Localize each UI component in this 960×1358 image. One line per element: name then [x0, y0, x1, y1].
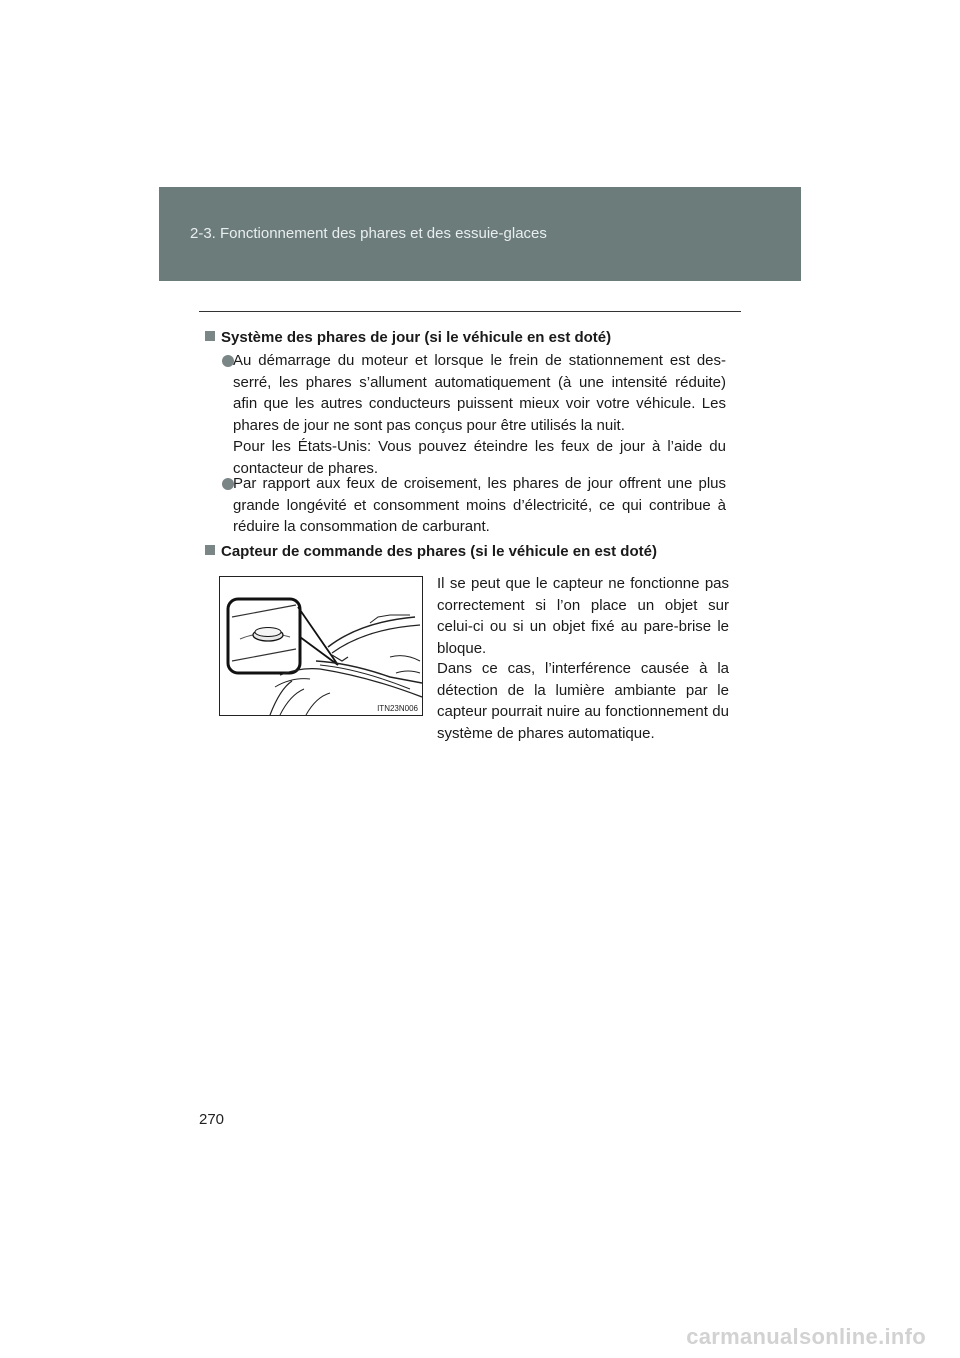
figure-code: ITN23N006 [377, 704, 418, 713]
section-heading-text: Système des phares de jour (si le véhicule en est doté) [221, 329, 612, 346]
bullet-text: Au démarrage du moteur et lorsque le frein de stationnement est des-serré, les phares s’allument automatiquement (à une intensité réduite) afin que les autres conducteurs puissent mieux voir votre véhicule. Les phares de jour ne sont pas conçus pour être utilisés la nuit. [233, 352, 726, 434]
section-heading-sensor [205, 543, 657, 560]
header-rule [199, 311, 741, 312]
bullet-paragraph [233, 473, 726, 538]
sensor-paragraph-1: Il se peut que le capteur ne fonctionne pas correctement si l’on place un objet sur celui-ci ou si un objet fixé au pare-brise le bloque. [437, 575, 729, 657]
windshield-sensor-drawing [220, 577, 422, 715]
us-note-text: Pour les États-Unis: Vous pouvez éteindre les feux de jour à l’aide du contacteur de phares. [233, 438, 726, 477]
chapter-header-band [159, 187, 801, 281]
bullet-paragraph [233, 350, 726, 479]
square-bullet-icon [205, 545, 215, 555]
bullet-text: Par rapport aux feux de croisement, les phares de jour offrent une plus grande longévité et consomment moins d’électricité, ce qui contribue à réduire la consommation de carburant. [233, 475, 726, 535]
watermark-text: carmanualsonline.info [686, 1324, 926, 1349]
square-bullet-icon [205, 331, 215, 341]
chapter-section-title: 2-3. Fonctionnement des phares et des essuie-glaces [190, 225, 547, 242]
sensor-paragraph-2: Dans ce cas, l’interférence causée à la détection de la lumière ambiante par le capteur pourrait nuire au fonctionnement du système de phares automatique. [437, 660, 729, 742]
section-heading-daytime-lights [205, 329, 611, 346]
sensor-location-illustration [219, 576, 423, 716]
section-heading-text: Capteur de commande des phares (si le véhicule en est doté) [221, 543, 657, 560]
page-number: 270 [199, 1111, 225, 1128]
